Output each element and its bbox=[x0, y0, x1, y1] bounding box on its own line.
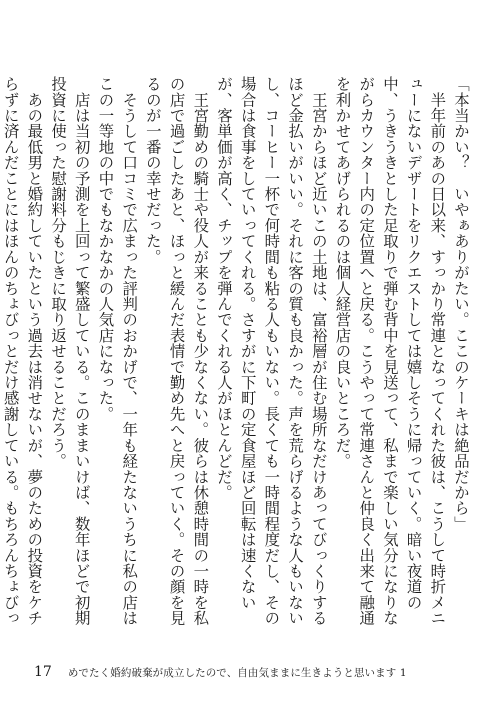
running-title: めでたく婚約破棄が成立したので、自由気ままに生きようと思います 1 bbox=[67, 667, 407, 679]
paragraph: 「本当かい？ いやぁありがたい。ここのケーキは絶品だから」 bbox=[452, 76, 470, 532]
paragraph: 半年前のあの日以来、すっかり常連となってくれた彼は、こうして時折メニューにないデザートをリクエストしては嬉しそうに帰っていく。暗い夜道の中、うきうきとした足取りで弾む背中を見送って、私まで楽しい気分になりながらカウンター内の定位置へと戻る。こうやって常連さんと仲良く出来て融通を利かせてあげられるのは個人経営店の良いところだ。 bbox=[333, 76, 447, 626]
page-footer bbox=[34, 664, 407, 684]
page-number: 17 bbox=[34, 664, 52, 680]
paragraph: あの最低男と婚約していたという過去は消せないが、夢のための投資をケチらずに済んだことにはほんのちょびっとだけ感謝している。もちろんちょびっ bbox=[1, 76, 44, 626]
vertical-text-body bbox=[1, 76, 472, 634]
paragraph: 店は当初の予測を上回って繁盛している。このままいけば、数年ほどで初期投資に使った慰謝料分もじきに取り返せることだろう。 bbox=[49, 76, 91, 626]
paragraph: そうして口コミで広まった評判のおかげで、一年も経たないうちに私の店はこの一等地の中でもなかなかの人気店になった。 bbox=[96, 76, 139, 626]
paragraph: 王宮勤めの騎士や役人が来ることも少なくない。彼らは休憩時間の一時を私の店で過ごしたあと、ほっと緩んだ表情で勤め先へと戻っていく。その顔を見るのが一番の幸せだった。 bbox=[143, 76, 210, 626]
paragraph: 王宮からほど近いこの土地は、富裕層が住む場所なだけあってびっくりするほど金払いがいい。それに客の質も良かった。声を荒らげるような人もいないし、コーヒー一杯で何時間も粘る人もいない。長くても一時間程度だし、その場合は食事をしていってくれる。さすがに下町の定食屋ほど回転は速くないが、客単価が高く、チップを弾んでくれる人がほとんどだ。 bbox=[214, 76, 328, 626]
